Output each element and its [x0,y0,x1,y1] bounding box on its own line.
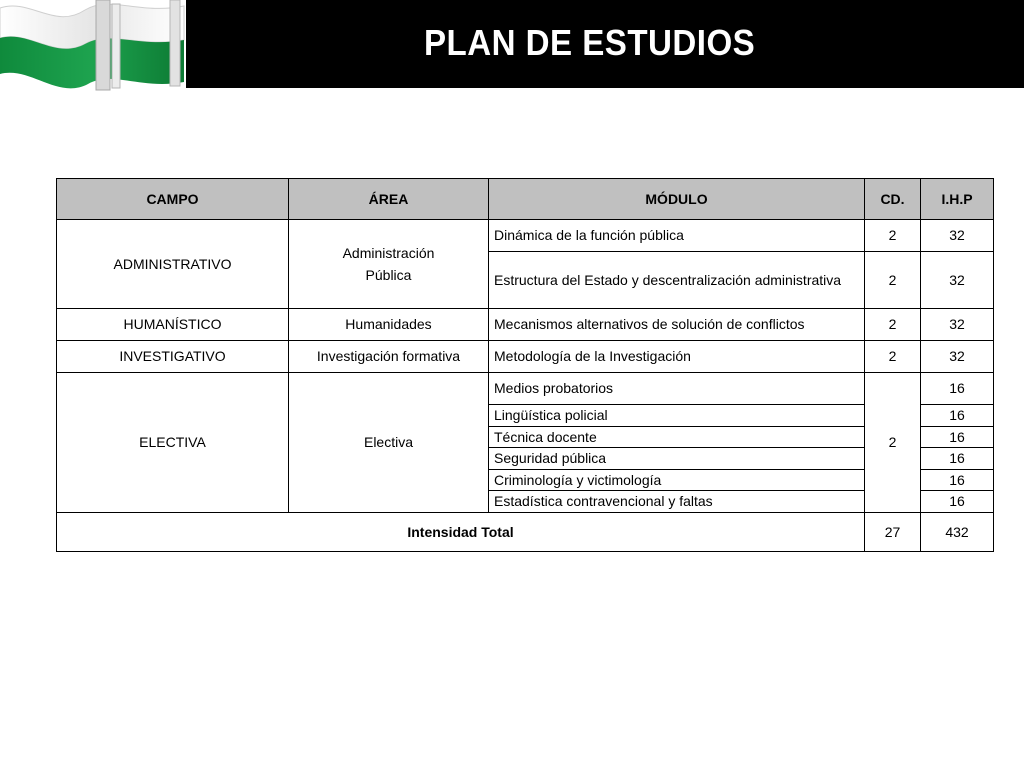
plan-table [56,178,994,552]
modulo-cell: Medios probatorios [489,373,865,405]
column-header-ihp: I.H.P [921,179,994,220]
column-header-cd: CD. [865,179,921,220]
modulo-cell: Criminología y victimología [489,470,865,491]
ihp-cell: 32 [921,252,994,309]
title-bar [184,0,1024,88]
modulo-cell: Seguridad pública [489,448,865,470]
table-header-row [57,179,994,220]
cd-cell: 2 [865,341,921,373]
total-label: Intensidad Total [57,513,865,552]
ihp-cell: 32 [921,309,994,341]
total-ihp: 432 [921,513,994,552]
campo-cell: ADMINISTRATIVO [57,220,289,309]
modulo-cell: Mecanismos alternativos de solución de conflictos [489,309,865,341]
cd-cell: 2 [865,220,921,252]
area-line: Pública [365,267,412,283]
modulo-cell: Dinámica de la función pública [489,220,865,252]
ihp-cell: 32 [921,220,994,252]
column-header-area: ÁREA [289,179,489,220]
ihp-cell: 16 [921,373,994,405]
area-cell: Electiva [289,373,489,513]
area-cell: Humanidades [289,309,489,341]
modulo-cell: Lingüística policial [489,405,865,427]
ihp-cell: 16 [921,405,994,427]
cd-cell: 2 [865,373,921,513]
page-title: PLAN DE ESTUDIOS [424,22,756,63]
modulo-cell: Estructura del Estado y descentralización administrativa [489,252,865,309]
column-header-campo: CAMPO [57,179,289,220]
total-cd: 27 [865,513,921,552]
modulo-cell: Técnica docente [489,427,865,448]
campo-cell: ELECTIVA [57,373,289,513]
cd-cell: 2 [865,252,921,309]
table-row [57,220,994,252]
total-row [57,513,994,552]
ihp-cell: 16 [921,470,994,491]
area-line: Administración [342,245,435,261]
modulo-cell: Metodología de la Investigación [489,341,865,373]
cd-cell: 2 [865,309,921,341]
area-cell [289,220,489,309]
ihp-cell: 16 [921,427,994,448]
ihp-cell: 16 [921,448,994,470]
ihp-cell: 16 [921,491,994,513]
table-row [57,373,994,405]
ihp-cell: 32 [921,341,994,373]
campo-cell: INVESTIGATIVO [57,341,289,373]
campo-cell: HUMANÍSTICO [57,309,289,341]
modulo-cell: Estadística contravencional y faltas [489,491,865,513]
table-row [57,309,994,341]
flag-logo [0,0,186,92]
area-cell: Investigación formativa [289,341,489,373]
table-row [57,341,994,373]
column-header-modulo: MÓDULO [489,179,865,220]
